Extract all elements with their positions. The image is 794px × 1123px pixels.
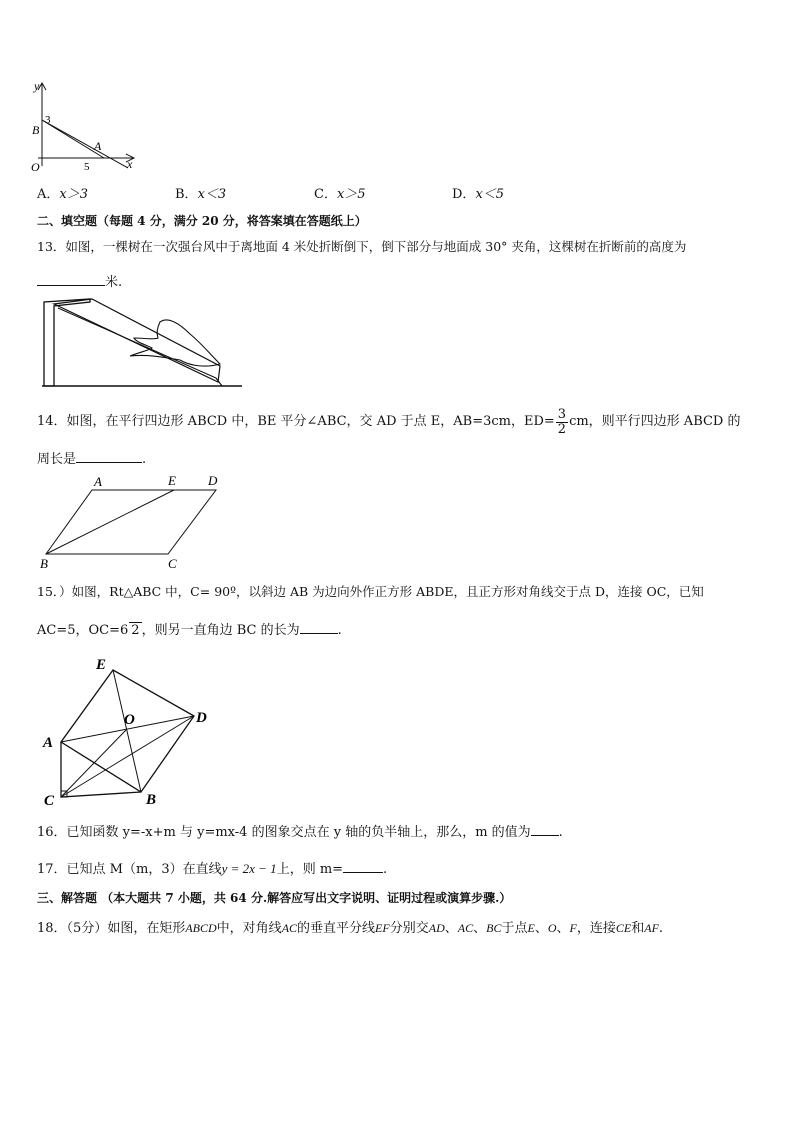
q18-period: .	[658, 921, 664, 936]
section-3-heading: 三、解答题 （本大题共 7 小题，共 64 分.解答应写出文字说明、证明过程或演算步骤.）	[37, 891, 512, 905]
q18-line	[37, 920, 663, 937]
q17-equation: y = 2x − 1	[221, 861, 277, 876]
q18-text-5: 于点	[501, 921, 528, 936]
vertex-a-label: A	[94, 474, 102, 489]
q15-square-figure	[36, 652, 226, 812]
point-b-label: B	[32, 123, 40, 137]
q14-period: .	[142, 452, 147, 467]
option-a-letter: A．	[37, 187, 60, 202]
q16-answer-blank[interactable]	[531, 822, 559, 836]
q18-ef: EF	[375, 921, 390, 935]
q17-text-part1: 17．已知点 M（m，3）在直线	[37, 862, 222, 877]
q18-sep-3: 、	[534, 921, 548, 936]
q18-text-3: 的垂直平分线	[297, 921, 376, 936]
parallelogram-abcd	[46, 490, 216, 554]
q14-line2	[37, 449, 146, 468]
option-c-letter: C．	[314, 187, 337, 202]
tick-5: 5	[84, 161, 90, 173]
option-b-value: x＜3	[197, 187, 227, 202]
q17-answer-blank[interactable]	[343, 859, 383, 873]
option-b	[175, 187, 226, 203]
q15-answer-blank[interactable]	[300, 620, 338, 634]
q15-question: ，则另一直角边 BC 的长为	[141, 623, 300, 638]
q18-text-1: 18．（5分）如图，在矩形	[37, 921, 186, 936]
vertex-b-label: B	[40, 556, 48, 571]
q16-text: 16．已知函数 y=-x+m 与 y=mx-4 的图象交点在 y 轴的负半轴上，那么，m 的值为	[37, 825, 531, 840]
fraction-denominator: 2	[557, 421, 567, 437]
q18-abcd: ABCD	[185, 921, 217, 935]
y-label: y	[34, 79, 40, 93]
x-label: x	[127, 157, 133, 171]
q14-answer-blank[interactable]	[76, 449, 142, 463]
q17-line	[37, 859, 387, 878]
q12-graph-figure	[30, 78, 140, 174]
option-c	[314, 187, 366, 203]
fraction-numerator: 3	[557, 406, 567, 422]
q14-perimeter-label: 周长是	[37, 452, 77, 467]
origin-label: O	[31, 160, 40, 174]
option-d-value: x＜5	[475, 187, 505, 202]
q18-f: F	[569, 921, 577, 935]
q18-o: O	[547, 921, 557, 935]
tick-3: 3	[45, 114, 51, 126]
q14-text-part2: cm，则平行四边形 ABCD 的	[569, 414, 741, 429]
option-d-letter: D．	[452, 187, 476, 202]
vertex-c-label: C	[44, 793, 55, 809]
vertex-e-label: E	[168, 473, 176, 488]
q15-line2	[37, 620, 342, 639]
option-b-letter: B．	[175, 187, 198, 202]
q18-ad: AD	[428, 921, 445, 935]
q15-text: 15．）如图，Rt△ABC 中，C= 90º，以斜边 AB 为边向外作正方形 ABDE，且正方形对角线交于点 D，连接 OC，已知	[37, 584, 704, 599]
q17-text-part2: 上，则 m=	[276, 862, 344, 877]
q16-period: .	[558, 825, 563, 840]
point-a-label: A	[94, 139, 102, 153]
q15-period: .	[337, 623, 342, 638]
q14-text-part1: 14．如图，在平行四边形 ABCD 中，BE 平分∠ABC，交 AD 于点 E，AB=3cm，ED=	[37, 414, 555, 429]
q15-given: AC=5，OC=6	[37, 623, 129, 638]
point-o-label: O	[124, 712, 135, 728]
q18-ce: CE	[615, 921, 632, 935]
q18-bc: BC	[486, 921, 502, 935]
option-d	[452, 187, 504, 203]
vertex-d-label: D	[208, 473, 218, 488]
vertex-a-label: A	[43, 735, 54, 751]
q18-af: AF	[644, 921, 659, 935]
q18-sep-1: 、	[444, 921, 458, 936]
q13-text: 13．如图，一棵树在一次强台风中于离地面 4 米处折断倒下，倒下部分与地面成 30° 夹角，这棵树在折断前的高度为	[37, 239, 687, 254]
q14-parallelogram-figure	[38, 470, 228, 572]
q18-ac-2: AC	[457, 921, 474, 935]
q15-sqrt-value: 2	[131, 623, 140, 638]
q14-text	[37, 404, 741, 440]
q18-sep-2: 、	[473, 921, 487, 936]
q18-ac: AC	[281, 921, 298, 935]
q18-text-7: 和	[631, 921, 645, 936]
vertex-c-label: C	[168, 556, 177, 571]
option-c-value: x＞5	[336, 187, 366, 202]
q18-sep-4: 、	[556, 921, 570, 936]
q16-line	[37, 822, 563, 841]
q18-text-6: ，连接	[576, 921, 616, 936]
q18-text-2: 中，对角线	[216, 921, 282, 936]
q18-e: E	[527, 921, 535, 935]
option-a	[37, 187, 88, 203]
vertex-b-label: B	[146, 792, 157, 808]
fallen-part-inner	[58, 308, 216, 378]
option-a-value: x＞3	[59, 187, 88, 202]
q13-unit: 米.	[105, 275, 123, 290]
q13-tree-figure	[40, 294, 245, 390]
section-2-heading: 二、填空题（每题 4 分，满分 20 分，将答案填在答题纸上）	[37, 214, 367, 228]
q17-period: .	[383, 862, 388, 877]
segment-cd	[61, 716, 194, 797]
vertex-e-label: E	[96, 657, 107, 673]
q14-fraction	[556, 408, 568, 437]
q13-line2	[37, 272, 122, 291]
q18-text-4: 分别交	[389, 921, 429, 936]
q13-answer-blank[interactable]	[37, 272, 105, 286]
segment-be	[46, 490, 174, 554]
vertex-d-label: D	[196, 710, 207, 726]
